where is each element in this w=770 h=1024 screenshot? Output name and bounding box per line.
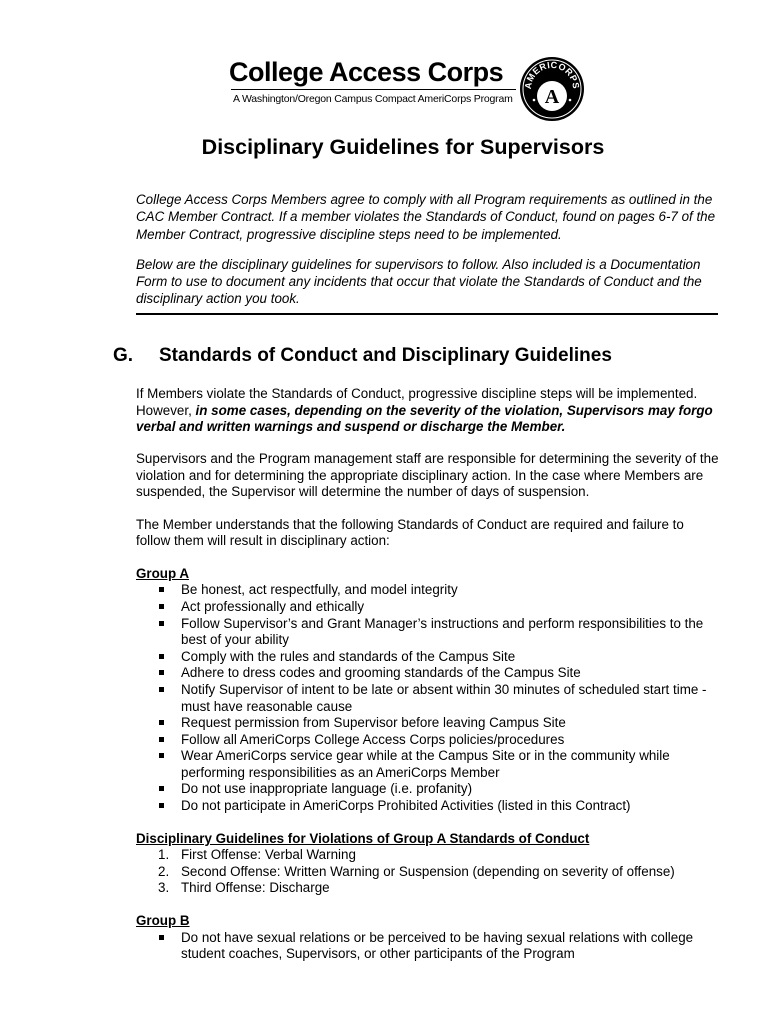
- list-item-text: Wear AmeriCorps service gear while at the Campus Site or in the community while performing responsibilities as an AmeriCorps Member: [181, 748, 670, 780]
- list-item-text: Second Offense: Written Warning or Suspension (depending on severity of offense): [181, 863, 675, 879]
- list-item: [136, 864, 720, 881]
- seal-text: AMERICORPS: [522, 59, 582, 90]
- group-b-list: [136, 930, 720, 963]
- list-item: [136, 582, 720, 599]
- list-item-text: Be honest, act respectfully, and model integrity: [181, 582, 458, 598]
- logo-subtitle: A Washington/Oregon Campus Compact AmeriCorps Program: [233, 93, 513, 105]
- list-item: [136, 880, 720, 897]
- list-item-text: Follow all AmeriCorps College Access Corps policies/procedures: [181, 731, 565, 747]
- list-item-text: Adhere to dress codes and grooming standards of the Campus Site: [181, 665, 581, 681]
- list-item-text: Third Offense: Discharge: [181, 880, 330, 896]
- intro-paragraph-1: College Access Corps Members agree to comply with all Program requirements as outlined in the CAC Member Contract. If a member violates the Standards of Conduct, found on pages 6-7 of the Member Contract, progressive discipline steps need to be implemented.: [136, 192, 716, 242]
- list-item: [136, 930, 720, 963]
- list-item-text: Follow Supervisor’s and Grant Manager’s instructions and perform responsibilities to the best of your ability: [181, 615, 704, 648]
- square-bullet-icon: [159, 654, 164, 659]
- group-a-heading: Group A: [136, 565, 190, 581]
- logo-title: College Access Corps: [229, 57, 504, 87]
- program-logo: [229, 56, 589, 118]
- seal-letter: A: [544, 86, 560, 108]
- list-item-text: Do not use inappropriate language (i.e. profanity): [181, 781, 473, 797]
- list-item: [136, 798, 720, 815]
- square-bullet-icon: [159, 935, 164, 940]
- list-number: 3.: [158, 880, 170, 896]
- list-number: 1.: [158, 847, 170, 863]
- list-item-text: Act professionally and ethically: [181, 598, 365, 614]
- intro-block: [136, 191, 722, 308]
- section-body: [136, 386, 720, 963]
- square-bullet-icon: [159, 621, 164, 626]
- list-number: 2.: [158, 863, 170, 879]
- body-paragraph-1: [136, 386, 720, 436]
- list-item: [136, 715, 720, 732]
- list-item: [136, 781, 720, 798]
- square-bullet-icon: [159, 753, 164, 758]
- square-bullet-icon: [159, 670, 164, 675]
- page-title: Disciplinary Guidelines for Supervisors: [201, 135, 605, 159]
- body-paragraph-1-text: If Members violate the Standards of Conduct, progressive discipline steps will be implemented. However,: [136, 386, 698, 418]
- list-item: [136, 599, 720, 616]
- list-item: [136, 748, 720, 781]
- list-item: [136, 665, 720, 682]
- americorps-seal-icon: [519, 56, 585, 122]
- list-item: [136, 649, 720, 666]
- body-paragraph-3: The Member understands that the following Standards of Conduct are required and failure to follow them will result in disciplinary action:: [136, 516, 684, 549]
- list-item: [136, 732, 720, 749]
- square-bullet-icon: [159, 803, 164, 808]
- logo-rule: [231, 89, 516, 90]
- square-bullet-icon: [159, 687, 164, 692]
- list-item-text: Do not have sexual relations or be perceived to be having sexual relations with college student coaches, Supervisors, or other participants of the Program: [181, 929, 694, 962]
- square-bullet-icon: [159, 720, 164, 725]
- body-paragraph-1-emphasis: in some cases, depending on the severity of the violation, Supervisors may forgo verbal and written warnings and suspend or discharge the Member.: [136, 402, 713, 435]
- list-item: [136, 682, 720, 715]
- list-item-text: Do not participate in AmeriCorps Prohibited Activities (listed in this Contract): [181, 798, 631, 814]
- body-paragraph-2: Supervisors and the Program management staff are responsible for determining the severity of the violation and for determining the appropriate disciplinary action. In the case where Members are suspended, the Supervisor will determine the number of days of suspension.: [136, 451, 719, 500]
- list-item-text: Request permission from Supervisor before leaving Campus Site: [181, 715, 566, 731]
- square-bullet-icon: [159, 786, 164, 791]
- intro-divider: [136, 313, 718, 315]
- list-item: [136, 847, 720, 864]
- square-bullet-icon: [159, 604, 164, 609]
- square-bullet-icon: [159, 587, 164, 592]
- list-item-text: Comply with the rules and standards of the Campus Site: [181, 648, 516, 664]
- section-letter: G.: [113, 345, 134, 366]
- group-a-guidelines-heading: Disciplinary Guidelines for Violations of Group A Standards of Conduct: [136, 830, 590, 846]
- group-b-heading: Group B: [136, 913, 190, 929]
- group-a-list: [136, 582, 720, 814]
- list-item-text: Notify Supervisor of intent to be late or absent within 30 minutes of scheduled start time - must have reasonable cause: [181, 681, 707, 714]
- list-item: [136, 616, 720, 649]
- section-title: Standards of Conduct and Disciplinary Guidelines: [159, 345, 612, 366]
- list-item-text: First Offense: Verbal Warning: [181, 847, 356, 863]
- intro-paragraph-2: Below are the disciplinary guidelines for supervisors to follow. Also included is a Documentation Form to use to document any incidents that occur that violate the Standards of Conduct and the disciplinary action you took.: [136, 256, 702, 307]
- square-bullet-icon: [159, 737, 164, 742]
- group-a-guidelines-list: [136, 847, 720, 897]
